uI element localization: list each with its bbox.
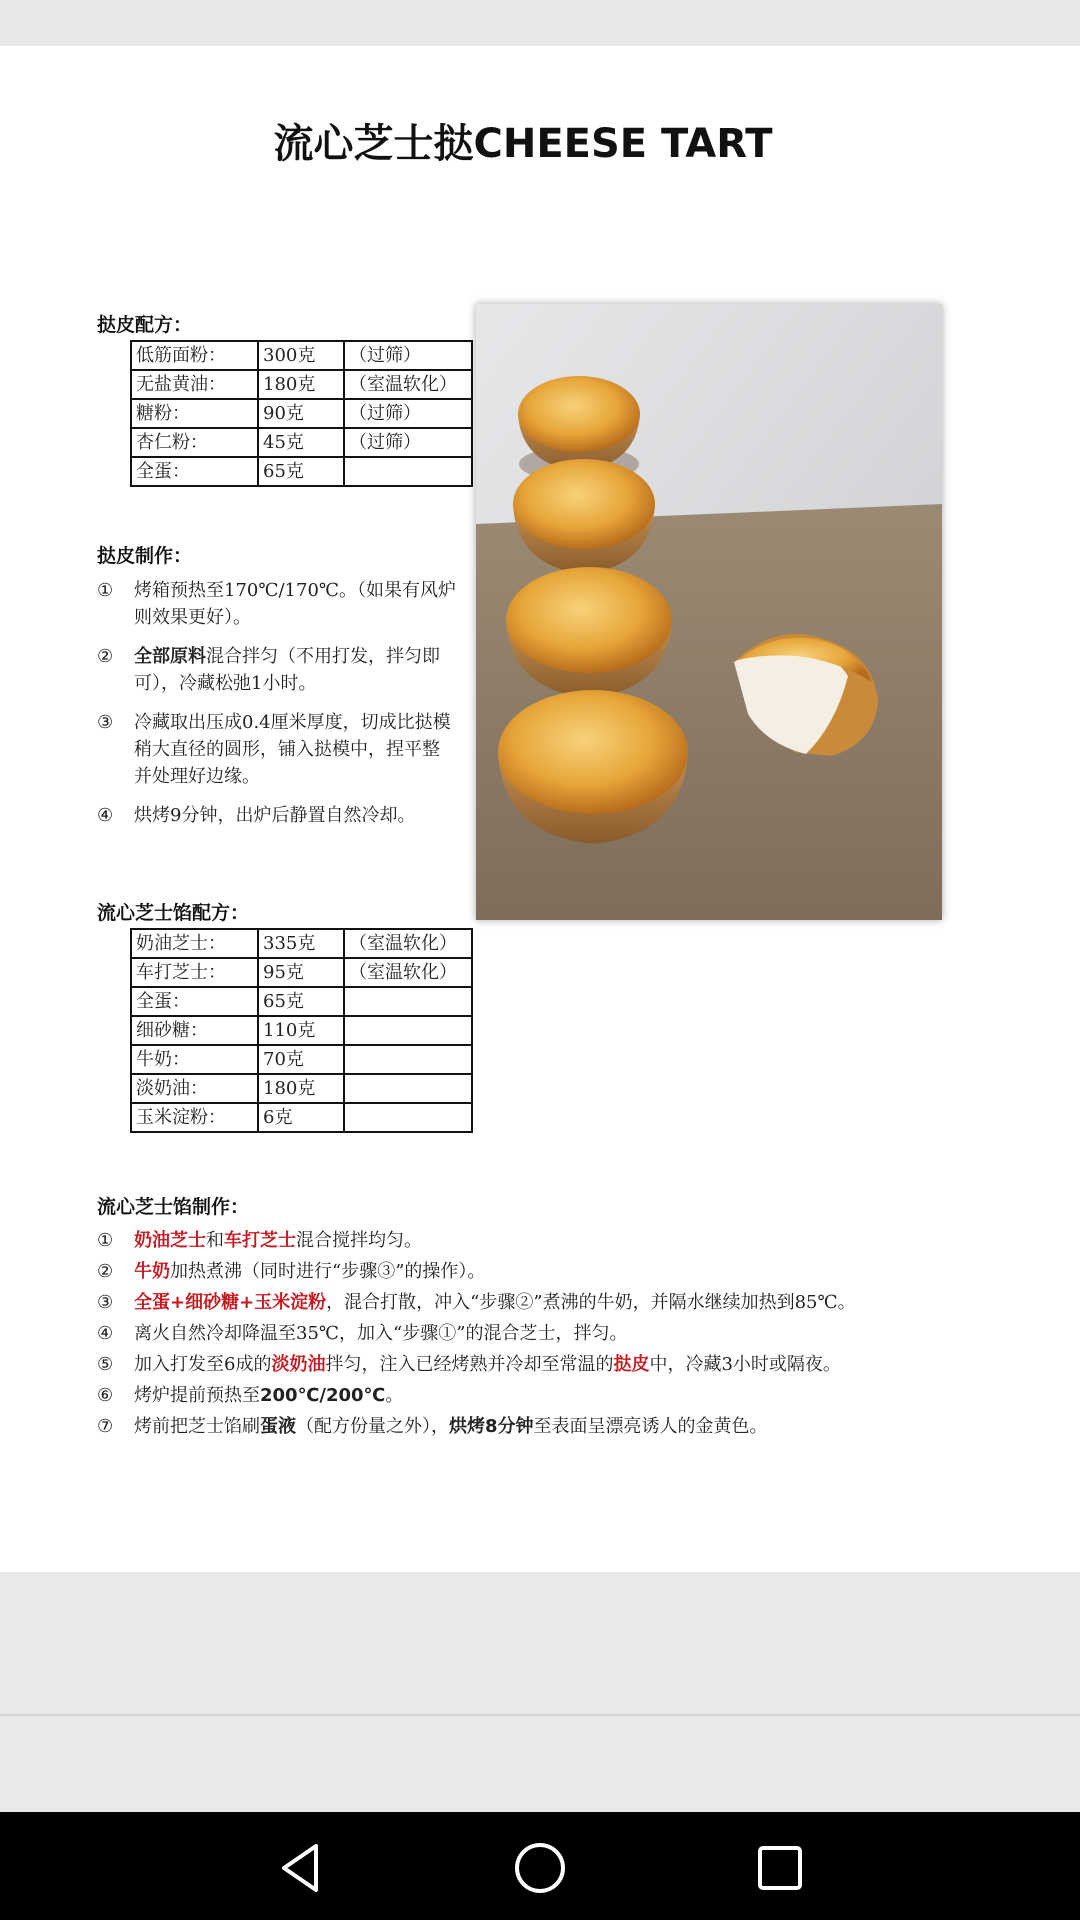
step-number: ⑦	[97, 1416, 114, 1437]
step-text-part: 至表面呈漂亮诱人的金黄色。	[533, 1416, 768, 1437]
filling-recipe-table	[130, 928, 473, 1133]
note-cell: （过筛）	[344, 399, 472, 428]
amount-cell: 110克	[258, 1016, 344, 1045]
highlighted-text: 烘烤8分钟	[449, 1416, 534, 1437]
ingredient-cell: 牛奶：	[131, 1045, 258, 1074]
step-item	[97, 802, 457, 829]
amount-cell: 90克	[258, 399, 344, 428]
step-text	[134, 1225, 997, 1256]
step-text-part: 和	[206, 1230, 224, 1251]
viewer-footer-area	[0, 1572, 1080, 1812]
ingredient-cell: 全蛋：	[131, 987, 258, 1016]
step-number: ⑤	[97, 1354, 114, 1375]
table-row	[131, 399, 472, 428]
ingredient-cell: 细砂糖：	[131, 1016, 258, 1045]
amount-cell: 45克	[258, 428, 344, 457]
ingredient-cell: 无盐黄油：	[131, 370, 258, 399]
step-item	[97, 643, 457, 697]
home-circle-icon[interactable]	[510, 1836, 570, 1900]
step-text-part: 冷藏取出压成0.4厘米厚度，切成比挞模稍大直径的圆形，铺入挞模中，捏平整并处理好边缘。	[134, 712, 451, 787]
back-triangle-icon[interactable]	[276, 1836, 324, 1900]
step-text	[134, 709, 457, 790]
note-cell: （过筛）	[344, 341, 472, 370]
step-item	[97, 1380, 997, 1411]
note-cell: （过筛）	[344, 428, 472, 457]
amount-cell: 335克	[258, 929, 344, 958]
step-number: ②	[97, 646, 114, 667]
step-item	[97, 1256, 997, 1287]
note-cell	[344, 457, 472, 486]
step-text-part: 混合拌匀（不用打发，拌匀即可），冷藏松弛1小时。	[134, 646, 440, 694]
step-text-part: ，混合打散，冲入“步骤②”煮沸的牛奶，并隔水继续加热到85℃。	[326, 1292, 856, 1313]
divider	[0, 1714, 1080, 1716]
step-item	[97, 709, 457, 790]
ingredient-cell: 车打芝士：	[131, 958, 258, 987]
highlighted-text: 挞皮	[613, 1354, 650, 1375]
step-text-part: 烤箱预热至170℃/170℃。（如果有风炉则效果更好）。	[134, 580, 457, 628]
ingredient-cell: 玉米淀粉：	[131, 1103, 258, 1132]
step-number: ③	[97, 712, 114, 733]
highlighted-text: 蛋液	[260, 1416, 296, 1437]
amount-cell: 180克	[258, 370, 344, 399]
ingredient-cell: 奶油芝士：	[131, 929, 258, 958]
table-row	[131, 987, 472, 1016]
table-row	[131, 1103, 472, 1132]
table-row	[131, 428, 472, 457]
highlighted-text: 车打芝士	[224, 1230, 296, 1251]
step-text-part: 烤炉提前预热至	[134, 1385, 260, 1406]
ingredient-cell: 淡奶油：	[131, 1074, 258, 1103]
note-cell	[344, 987, 472, 1016]
table-row	[131, 457, 472, 486]
step-number: ②	[97, 1261, 114, 1282]
step-item	[97, 1287, 997, 1318]
cheese-tart-photo	[476, 304, 942, 920]
step-text-part: 离火自然冷却降温至35℃，加入“步骤①”的混合芝士，拌匀。	[134, 1323, 628, 1344]
note-cell	[344, 1074, 472, 1103]
highlighted-text: 淡奶油	[271, 1354, 326, 1375]
step-number: ④	[97, 1323, 114, 1344]
step-text	[134, 1411, 997, 1442]
step-text-part: 加热煮沸（同时进行“步骤③”的操作）。	[170, 1261, 486, 1282]
step-text-part: 加入打发至6成的	[134, 1354, 272, 1375]
page-title: 流心芝士挞CHEESE TART	[273, 121, 773, 167]
step-number: ①	[97, 1230, 114, 1251]
step-number: ③	[97, 1292, 114, 1313]
step-item	[97, 577, 457, 631]
ingredient-cell: 全蛋：	[131, 457, 258, 486]
table-row	[131, 1074, 472, 1103]
step-item	[97, 1318, 997, 1349]
table-row	[131, 1045, 472, 1074]
amount-cell: 300克	[258, 341, 344, 370]
amount-cell: 180克	[258, 1074, 344, 1103]
step-number: ⑥	[97, 1385, 114, 1406]
highlighted-text: 奶油芝士	[134, 1230, 206, 1251]
ingredient-cell: 杏仁粉：	[131, 428, 258, 457]
recents-square-icon[interactable]	[752, 1836, 808, 1900]
step-number: ④	[97, 805, 114, 826]
step-text-part: 中，冷藏3小时或隔夜。	[649, 1354, 841, 1375]
step-text	[134, 1349, 997, 1380]
highlighted-text: 全部原料	[134, 646, 206, 667]
amount-cell: 6克	[258, 1103, 344, 1132]
crust-recipe-heading: 挞皮配方：	[97, 314, 193, 336]
note-cell	[344, 1045, 472, 1074]
table-row	[131, 929, 472, 958]
note-cell: （室温软化）	[344, 370, 472, 399]
step-text-part: 拌匀，注入已经烤熟并冷却至常温的	[325, 1354, 614, 1375]
highlighted-text: 牛奶	[134, 1261, 170, 1282]
step-item	[97, 1225, 997, 1256]
amount-cell: 65克	[258, 987, 344, 1016]
amount-cell: 70克	[258, 1045, 344, 1074]
note-cell: （室温软化）	[344, 929, 472, 958]
step-text-part: 。	[385, 1385, 404, 1406]
step-text-part: （配方份量之外），	[296, 1416, 449, 1437]
note-cell	[344, 1016, 472, 1045]
crust-method-steps	[97, 577, 457, 841]
step-text-part: 混合搅拌均匀。	[296, 1230, 422, 1251]
step-text	[134, 1256, 997, 1287]
filling-method-heading: 流心芝士馅制作：	[97, 1196, 250, 1218]
table-row	[131, 370, 472, 399]
step-text-part: 烘烤9分钟，出炉后静置自然冷却。	[134, 805, 416, 826]
table-row	[131, 1016, 472, 1045]
table-row	[131, 958, 472, 987]
filling-method-steps	[97, 1225, 997, 1442]
filling-recipe-heading: 流心芝士馅配方：	[97, 902, 250, 924]
table-row	[131, 341, 472, 370]
step-text	[134, 1380, 997, 1411]
step-item	[97, 1411, 997, 1442]
amount-cell: 95克	[258, 958, 344, 987]
step-text-part: 烤前把芝士馅刷	[134, 1416, 260, 1437]
step-item	[97, 1349, 997, 1380]
step-text	[134, 802, 457, 829]
crust-method-heading: 挞皮制作：	[97, 545, 193, 567]
note-cell	[344, 1103, 472, 1132]
ingredient-cell: 糖粉：	[131, 399, 258, 428]
step-number: ①	[97, 580, 114, 601]
step-text	[134, 1318, 997, 1349]
top-bar	[0, 0, 1080, 46]
step-text	[134, 1287, 997, 1318]
crust-recipe-table	[130, 340, 473, 487]
highlighted-text: 200℃/200℃	[260, 1385, 386, 1406]
highlighted-text: 全蛋+细砂糖+玉米淀粉	[134, 1292, 327, 1313]
note-cell: （室温软化）	[344, 958, 472, 987]
ingredient-cell: 低筋面粉：	[131, 341, 258, 370]
step-text	[134, 577, 457, 631]
amount-cell: 65克	[258, 457, 344, 486]
step-text	[134, 643, 457, 697]
